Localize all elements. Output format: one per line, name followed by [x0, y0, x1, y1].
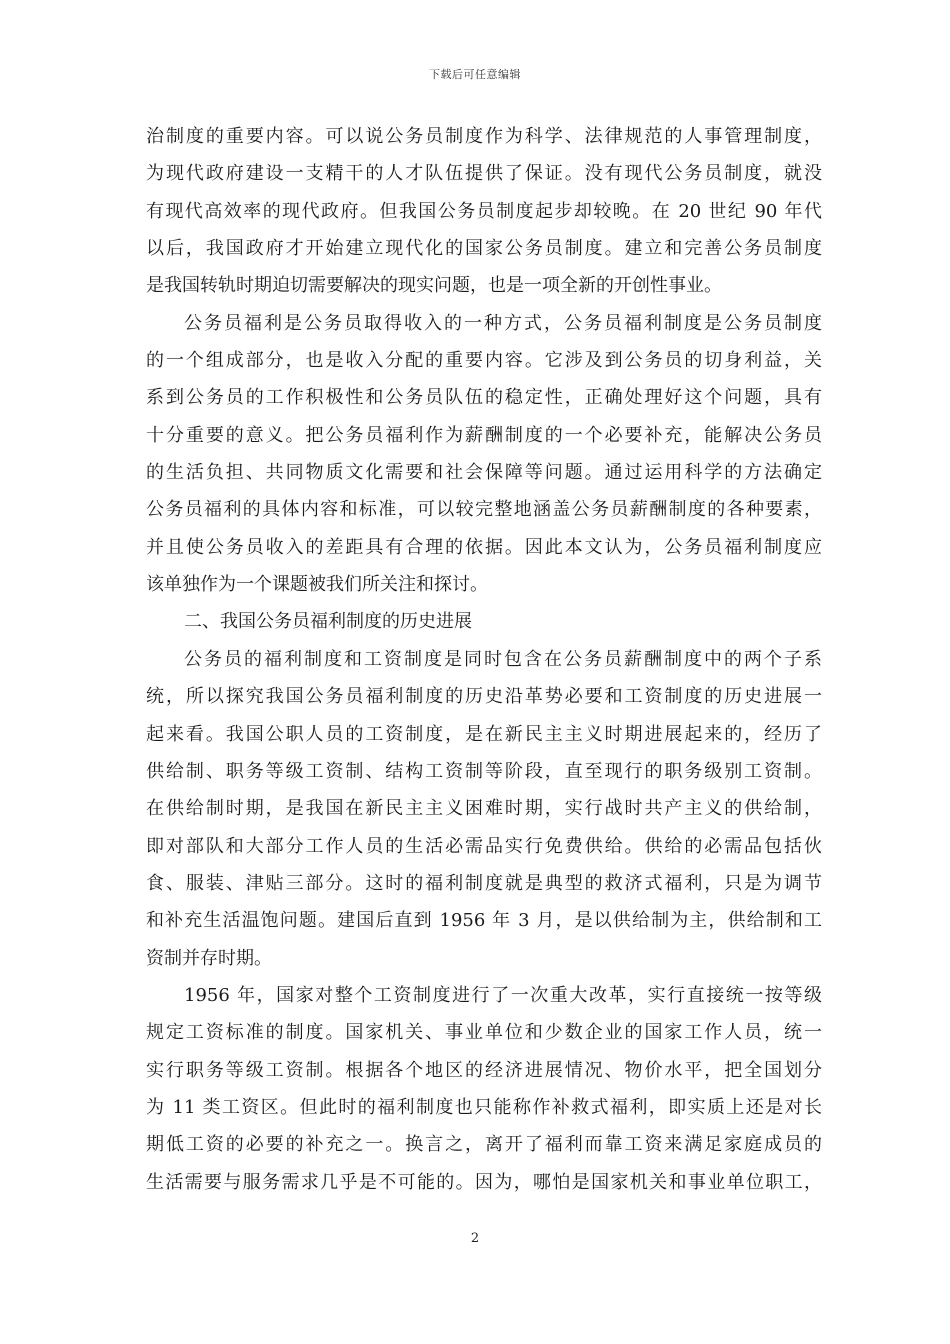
text-line: 生活需要与服务需求几乎是不可能的。因为，哪怕是国家机关和事业单位职工， — [146, 1171, 822, 1193]
text-line: 资制并存时期。 — [146, 947, 272, 969]
page-number: 2 — [470, 1231, 480, 1246]
text-line: 期低工资的必要的补充之一。换言之，离开了福利而靠工资来满足家庭成员的 — [146, 1134, 822, 1156]
text-line: 系到公务员的工作积极性和公务员队伍的稳定性，正确处理好这个问题，具有 — [146, 387, 822, 409]
text-line: 该单独作为一个课题被我们所关注和探讨。 — [146, 574, 488, 596]
text-line: 的生活负担、共同物质文化需要和社会保障等问题。通过运用科学的方法确定 — [146, 462, 822, 484]
text-line: 公务员福利是公务员取得收入的一种方式，公务员福利制度是公务员制度 — [184, 312, 822, 334]
text-line: 为现代政府建设一支精干的人才队伍提供了保证。没有现代公务员制度，就没 — [146, 163, 822, 185]
text-line: 起来看。我国公职人员的工资制度，是在新民主主义时期进展起来的，经历了 — [146, 723, 822, 745]
text-line: 公务员的福利制度和工资制度是同时包含在公务员薪酬制度中的两个子系 — [184, 648, 822, 670]
text-line: 有现代高效率的现代政府。但我国公务员制度起步却较晚。在 20 世纪 90 年代 — [146, 200, 822, 222]
text-line: 供给制、职务等级工资制、结构工资制等阶段，直至现行的职务级别工资制。 — [146, 760, 822, 782]
text-line: 并且使公务员收入的差距具有合理的依据。因此本文认为，公务员福利制度应 — [146, 536, 822, 558]
text-line: 统，所以探究我国公务员福利制度的历史沿革势必要和工资制度的历史进展一 — [146, 686, 822, 708]
text-line: 是我国转轨时期迫切需要解决的现实问题，也是一项全新的开创性事业。 — [146, 275, 722, 297]
body-text — [146, 118, 822, 1201]
page-header: 下载后可任意编辑 — [429, 68, 521, 81]
text-line: 为 11 类工资区。但此时的福利制度也只能称作补救式福利，即实质上还是对长 — [146, 1096, 822, 1118]
section-heading: 二、我国公务员福利制度的历史进展 — [184, 611, 472, 633]
text-line: 以后，我国政府才开始建立现代化的国家公务员制度。建立和完善公务员制度 — [146, 238, 822, 260]
text-line: 的一个组成部分，也是收入分配的重要内容。它涉及到公务员的切身利益，关 — [146, 350, 822, 372]
text-line: 十分重要的意义。把公务员福利作为薪酬制度的一个必要补充，能解决公务员 — [146, 424, 822, 446]
text-line: 即对部队和大部分工作人员的生活必需品实行免费供给。供给的必需品包括伙 — [146, 835, 822, 857]
text-line: 1956 年，国家对整个工资制度进行了一次重大改革，实行直接统一按等级 — [184, 984, 822, 1006]
text-line: 治制度的重要内容。可以说公务员制度作为科学、法律规范的人事管理制度， — [146, 126, 822, 147]
text-line: 食、服装、津贴三部分。这时的福利制度就是典型的救济式福利，只是为调节 — [146, 872, 822, 894]
text-line: 规定工资标准的制度。国家机关、事业单位和少数企业的国家工作人员，统一 — [146, 1022, 822, 1044]
text-line: 和补充生活温饱问题。建国后直到 1956 年 3 月，是以供给制为主，供给制和工 — [146, 910, 822, 932]
text-line: 公务员福利的具体内容和标准，可以较完整地涵盖公务员薪酬制度的各种要素， — [146, 499, 822, 521]
text-line: 在供给制时期，是我国在新民主主义困难时期，实行战时共产主义的供给制， — [146, 798, 822, 820]
text-line: 实行职务等级工资制。根据各个地区的经济进展情况、物价水平，把全国划分 — [146, 1059, 822, 1081]
